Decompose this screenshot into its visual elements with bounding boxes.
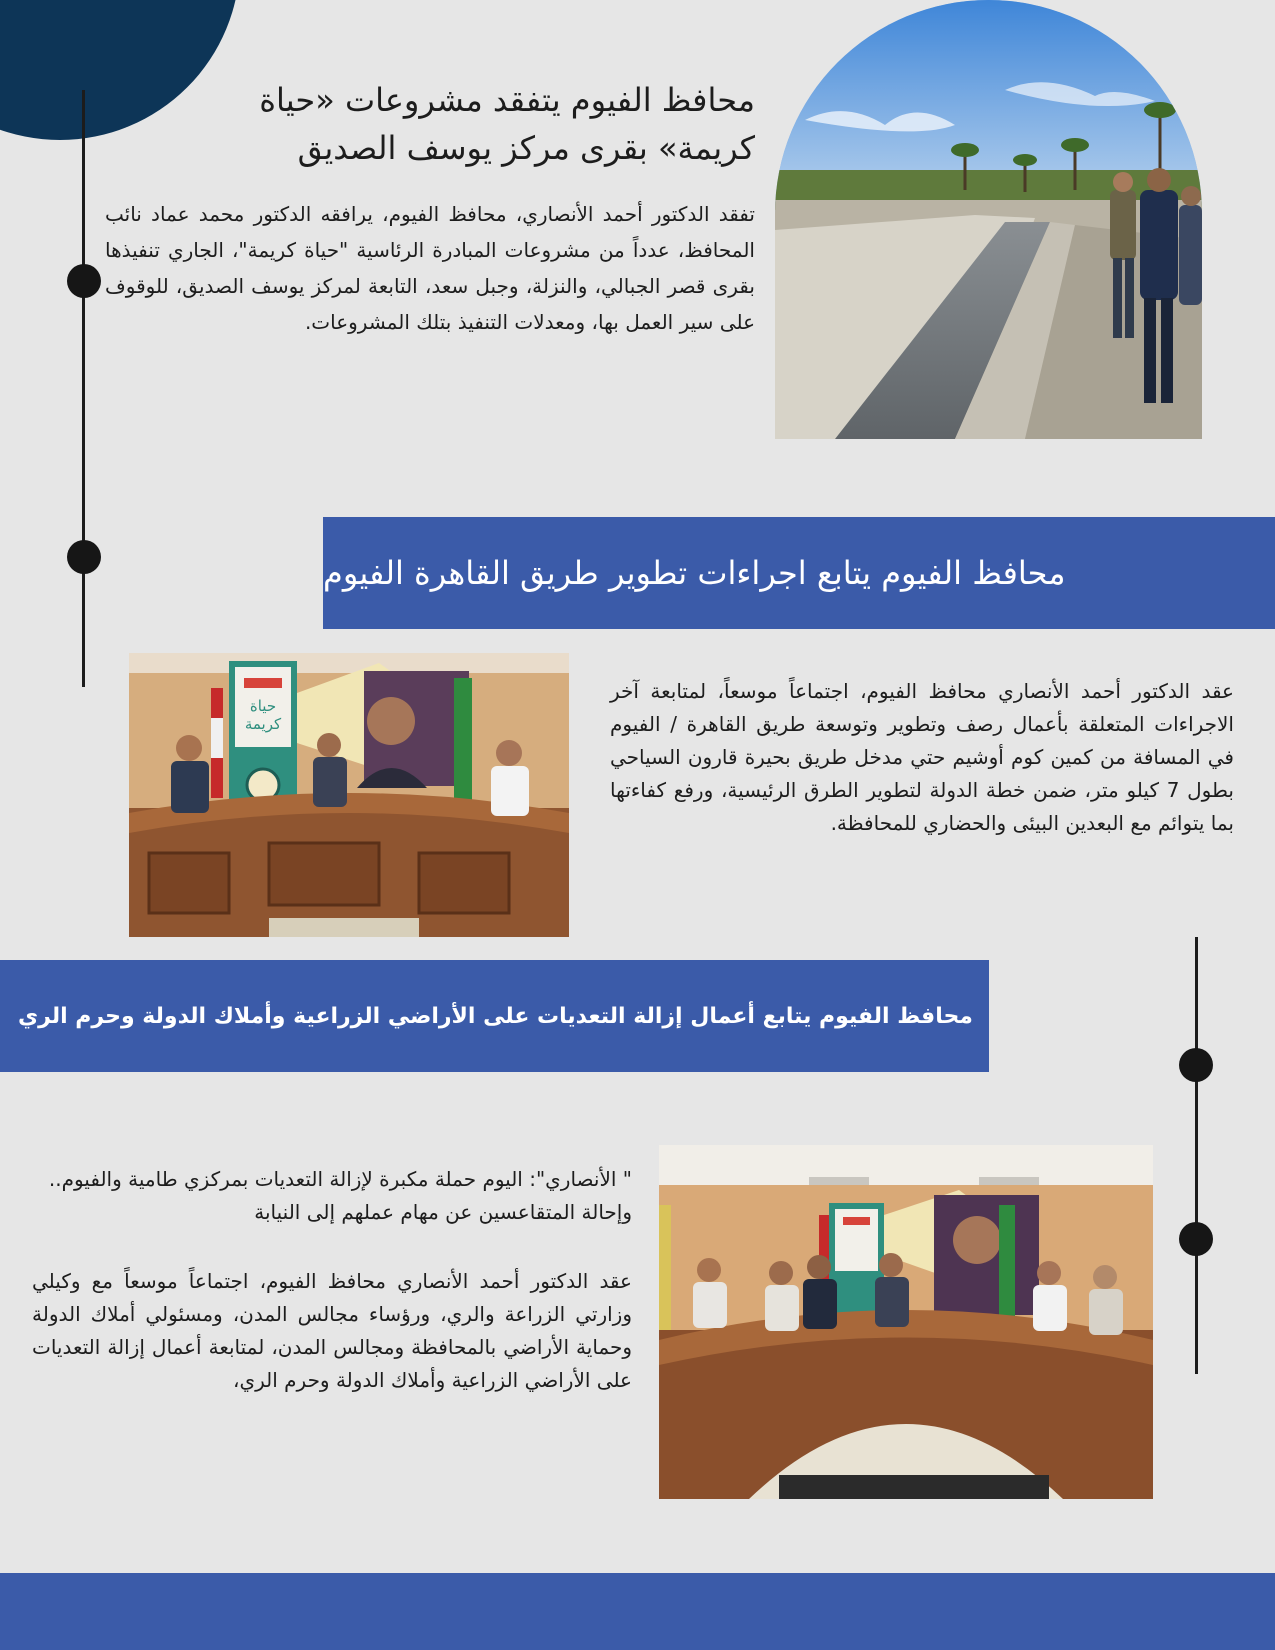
footer-bar bbox=[0, 1573, 1275, 1650]
article-2-body: عقد الدكتور أحمد الأنصاري محافظ الفيوم، اجتماعاً موسعاً، لمتابعة آخر الاجراءات المتعلقة بأعمال رصف وتطوير وتوسعة طريق القاهرة / الفيوم في المسافة من كمين كوم أوشيم حتي مدخل طريق بحيرة قارون السياحي بطول 7 كيلو متر، ضمن خطة الدولة لتطوير الطرق الرئيسية، ورفع كفاءتها بما يتوائم مع البعدين البيئى والحضاري للمحافظة. bbox=[610, 679, 1234, 835]
meeting-photo-road bbox=[129, 653, 569, 937]
timeline-line-right bbox=[1195, 937, 1198, 1374]
timeline-line-left bbox=[82, 90, 85, 687]
article-3-quote: " الأنصاري": اليوم حملة مكبرة لإزالة التعديات بمركزي طامية والفيوم.. وإحالة المتقاعسين عن مهام عملهم إلى النيابة bbox=[48, 1167, 632, 1224]
banner-logo-line1: حياة bbox=[249, 697, 277, 715]
article-1-headline: محافظ الفيوم يتفقد مشروعات «حياة كريمة» بقرى مركز يوسف الصديق bbox=[259, 81, 755, 167]
article-3-headline: محافظ الفيوم يتابع أعمال إزالة التعديات على الأراضي الزراعية وأملاك الدولة وحرم الري bbox=[18, 1003, 973, 1029]
article-3-body: عقد الدكتور أحمد الأنصاري محافظ الفيوم، اجتماعاً موسعاً مع وكيلي وزارتي الزراعة والري، ورؤساء مجالس المدن، ومسئولي أملاك الدولة وحماية الأراضي بالمحافظة ومجالس المدن، لمتابعة أعمال إزالة التعديات على الأراضي الزراعية وأملاك الدولة وحرم الري، bbox=[32, 1269, 632, 1392]
timeline-dot bbox=[67, 540, 101, 574]
article-3-headline-banner bbox=[0, 960, 989, 1072]
corner-decoration-circle bbox=[0, 0, 240, 140]
meeting-photo-encroachments bbox=[659, 1145, 1153, 1499]
timeline-dot bbox=[1179, 1222, 1213, 1256]
article-2-headline: محافظ الفيوم يتابع اجراءات تطوير طريق القاهرة الفيوم bbox=[323, 554, 1066, 592]
timeline-dot bbox=[67, 264, 101, 298]
banner-logo-line2: كريمة bbox=[244, 715, 282, 733]
canal-inspection-photo bbox=[775, 0, 1202, 439]
timeline-dot bbox=[1179, 1048, 1213, 1082]
article-1-body: تفقد الدكتور أحمد الأنصاري، محافظ الفيوم، يرافقه الدكتور محمد عماد نائب المحافظ، عدداً من مشروعات المبادرة الرئاسية "حياة كريمة"، الجاري تنفيذها بقرى قصر الجبالي، والنزلة، وجبل سعد، التابعة لمركز يوسف الصديق، للوقوف على سير العمل بها، ومعدلات التنفيذ بتلك المشروعات. bbox=[105, 202, 755, 334]
article-2-headline-banner bbox=[323, 517, 1275, 629]
